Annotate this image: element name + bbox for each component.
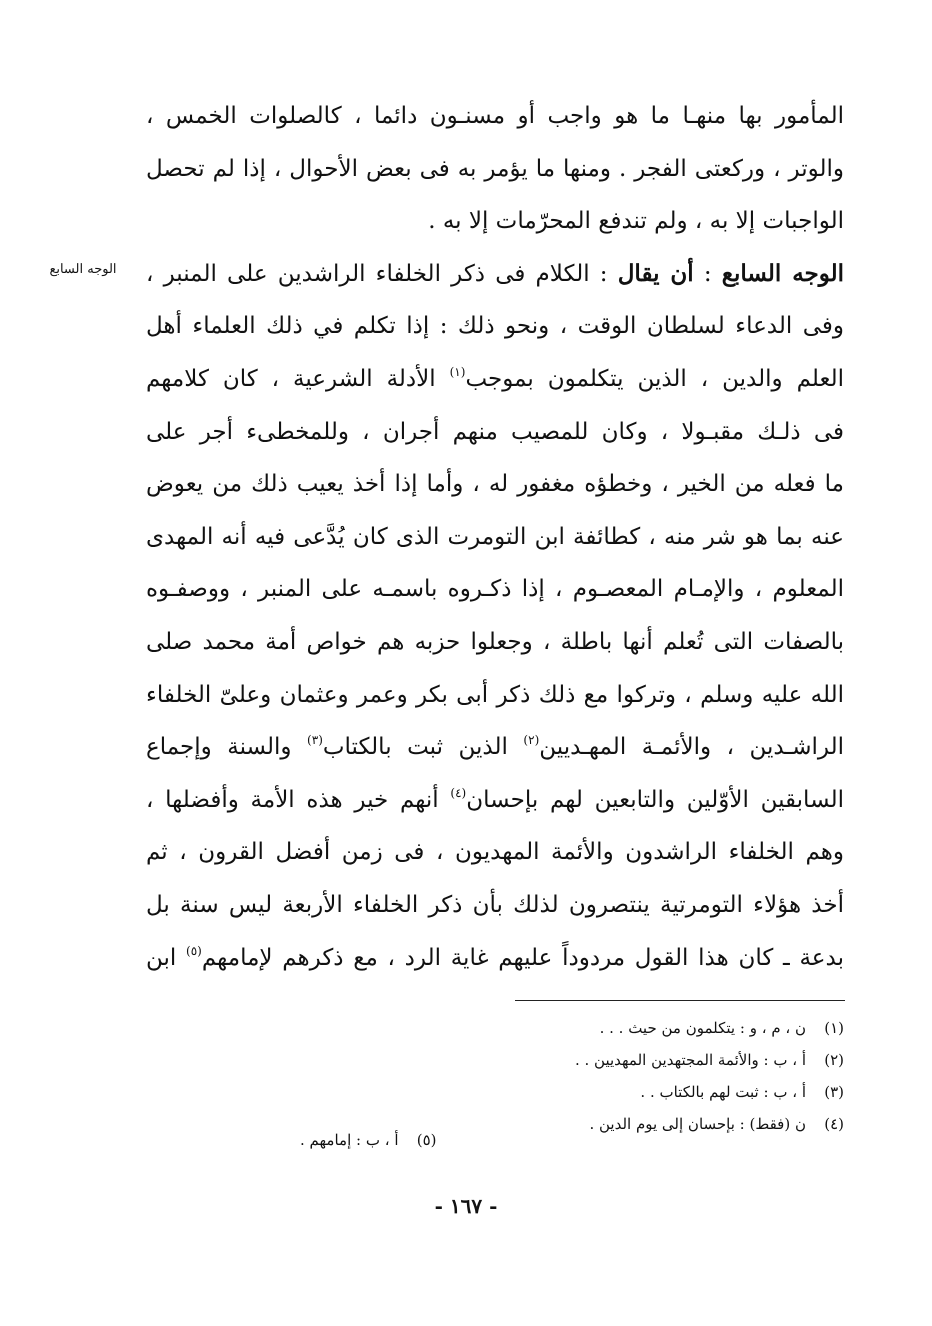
footnote	[300, 1124, 437, 1156]
text-line: الله عليه وسلم ، وتركوا مع ذلك ذكر أبى بكر وعمر وعثمان وعلىّ الخلفاء	[146, 681, 844, 708]
footnote-text: ن ، م ، و : يتكلمون من حيث . . .	[599, 1019, 806, 1037]
text-segment: ابن	[146, 944, 187, 971]
text-segment: والسنة وإجماع	[146, 734, 308, 761]
footnote	[284, 1044, 844, 1076]
footnote-number: (٤)	[824, 1115, 844, 1133]
text-line	[146, 932, 844, 985]
text-line: عنه بما هو شر منه ، كطائفة ابن التومرت الذى كان يُدَّعى فيه أنه المهدى	[146, 523, 844, 550]
text-line: المعلوم ، والإمـام المعصـوم ، إذا ذكـروه باسمـه على المنبر ، ووصفـوه	[146, 576, 844, 603]
text-segment: العلم والدين ، الذين يتكلمون بموجب	[465, 365, 844, 392]
footnote-number: (٣)	[824, 1083, 844, 1101]
heading-phrase: أن يقال	[617, 259, 694, 287]
footnote-mark: (١)	[449, 364, 466, 379]
footnote-number: (٥)	[416, 1131, 437, 1149]
section-heading: الوجه السابع	[721, 259, 844, 287]
footnote-divider	[515, 1000, 845, 1001]
text-line: بالصفات التى تُعلم أنها باطلة ، وجعلوا حزبه هم خواص أمة محمد صلى	[146, 628, 844, 655]
footnote-mark: (٣)	[307, 733, 323, 748]
text-line: الواجبات إلا به ، ولم تندفع المحرّمات إلا به .	[428, 208, 844, 235]
text-line	[146, 353, 844, 406]
text-line: والوتر ، وركعتى الفجر . ومنها ما يؤمر به فى بعض الأحوال ، إذا لم تحصل	[146, 155, 844, 182]
section-heading-line	[146, 248, 844, 301]
footnote-number: (١)	[824, 1019, 844, 1037]
heading-colon: :	[693, 260, 722, 287]
text-segment: السابقين الأوّلين والتابعين لهم بإحسان	[466, 786, 844, 813]
footnote-number: (٢)	[824, 1051, 844, 1069]
footnote-mark: (٢)	[523, 733, 540, 748]
margin-note: الوجه السابع	[49, 262, 117, 277]
footnote-text: أ ، ب : إمامهم .	[300, 1131, 399, 1149]
text-line: فى ذلـك مقبـولا ، وكان للمصيب منهم أجران ، وللمخطىء أجر على	[146, 418, 844, 445]
footnote-mark: (٥)	[186, 943, 202, 958]
text-line: ما فعله من الخير ، وخطؤه مغفور له ، وأما إذا أخذ يعيب ذلك من يعوض	[146, 471, 844, 498]
footnote-text: أ ، ب : والأئمة المجتهدين المهديين . .	[574, 1051, 806, 1069]
footnotes	[284, 1012, 844, 1140]
footnote	[284, 1012, 844, 1044]
text-line: وفى الدعاء لسلطان الوقت ، ونحو ذلك : إذا تكلم في ذلك العلماء أهل	[146, 313, 844, 340]
heading-rest: : الكلام فى ذكر الخلفاء الراشدين على المنبر ،	[146, 260, 618, 287]
footnote	[284, 1076, 844, 1108]
text-line	[146, 721, 844, 774]
text-line: أخذ هؤلاء التومرتية ينتصرون لذلك بأن ذكر الخلفاء الأربعة ليس سنة بل	[146, 891, 844, 918]
footnote-text: ن (فقط) : بإحسان إلى يوم الدين .	[589, 1115, 806, 1133]
footnote-text: أ ، ب : ثبت لهم بالكتاب . .	[640, 1083, 806, 1101]
text-segment: الأدلة الشرعية ، كان كلامهم	[146, 365, 450, 392]
text-segment: الذين ثبت بالكتاب	[322, 734, 524, 761]
text-line: وهم الخلفاء الراشدون والأئمة المهديون ، فى زمن أفضل القرون ، ثم	[146, 839, 844, 866]
text-segment: أنهم خير هذه الأمة وأفضلها ،	[146, 786, 451, 813]
main-text	[146, 90, 844, 984]
text-segment: بدعة ـ كان هذا القول مردوداً عليهم غاية الرد ، مع ذكرهم لإمامهم	[201, 944, 844, 971]
text-line	[146, 774, 844, 827]
text-line: المأمور بها منهـا ما هو واجب أو مسنـون دائما ، كالصلوات الخمس ،	[146, 103, 844, 129]
page-number: - ١٦٧ -	[434, 1194, 498, 1218]
text-segment: الراشـدين ، والأئمـة المهـديين	[539, 734, 844, 761]
footnote-mark: (٤)	[450, 785, 467, 800]
